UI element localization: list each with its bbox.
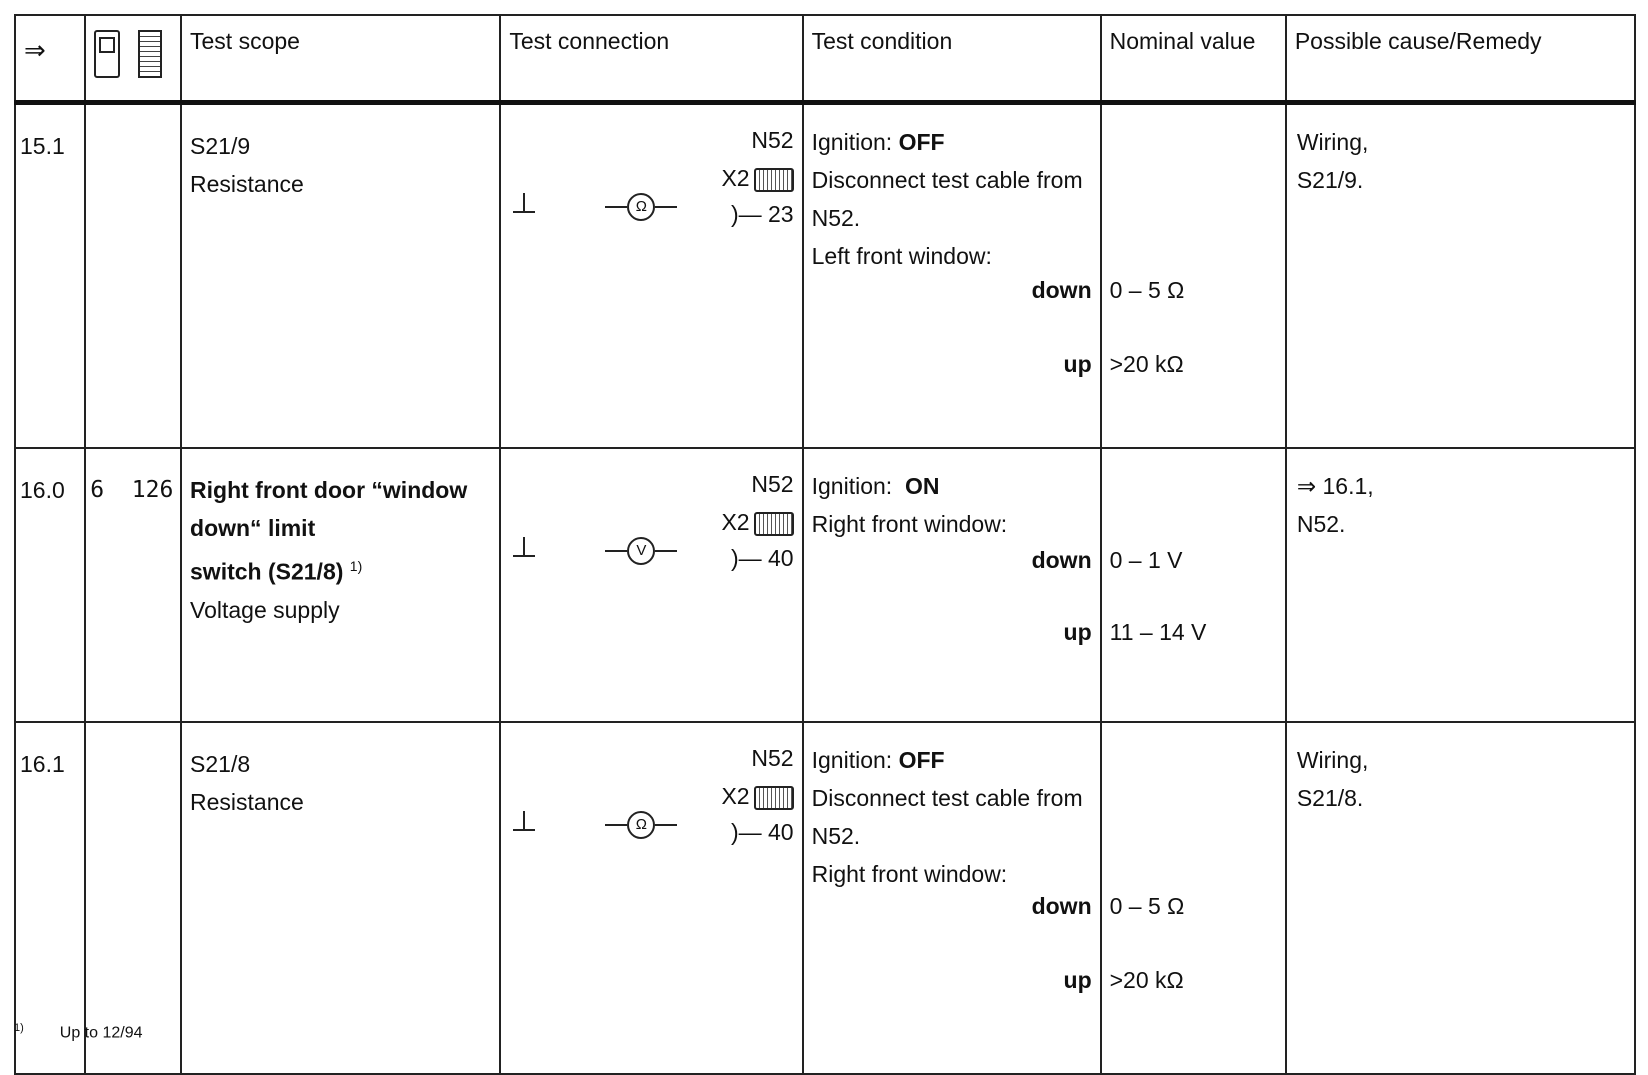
readout-device-icon bbox=[138, 30, 162, 78]
header-possible-cause: Possible cause/Remedy bbox=[1286, 15, 1635, 103]
possible-cause: Wiring, S21/8. bbox=[1286, 722, 1635, 1074]
footnote: $^{1)}$ Up to 12/94 bbox=[14, 1022, 143, 1042]
step-number: 15.1 bbox=[15, 103, 85, 449]
test-table bbox=[14, 14, 1636, 1075]
header-nominal-value: Nominal value bbox=[1101, 15, 1286, 103]
fault-codes bbox=[85, 103, 181, 449]
header-row bbox=[15, 15, 1635, 103]
header-test-connection: Test connection bbox=[500, 15, 802, 103]
ground-icon bbox=[513, 541, 535, 557]
test-table-sheet bbox=[14, 14, 1636, 1018]
ohmmeter-icon: Ω bbox=[605, 193, 677, 221]
nominal-value: 0 – 5 Ω >20 kΩ bbox=[1101, 722, 1286, 1074]
table-row bbox=[15, 103, 1635, 449]
step-number: 16.0 bbox=[15, 448, 85, 722]
test-scope: S21/9 Resistance bbox=[181, 103, 500, 449]
header-test-condition: Test condition bbox=[803, 15, 1101, 103]
voltmeter-icon: V bbox=[605, 537, 677, 565]
test-scope: S21/8 Resistance bbox=[181, 722, 500, 1074]
ground-icon bbox=[513, 815, 535, 831]
ground-icon bbox=[513, 197, 535, 213]
connector-icon bbox=[754, 168, 794, 192]
test-condition: Ignition: OFF Disconnect test cable from N52. Right front window: down up bbox=[803, 722, 1101, 1074]
connector-icon bbox=[754, 786, 794, 810]
table-row bbox=[15, 448, 1635, 722]
ohmmeter-icon: Ω bbox=[605, 811, 677, 839]
connector-icon bbox=[754, 512, 794, 536]
test-connection: N52 X2 V )— 40 bbox=[500, 448, 802, 722]
fault-codes: 6 126 bbox=[85, 448, 181, 722]
possible-cause: ⇒ 16.1, N52. bbox=[1286, 448, 1635, 722]
header-device-icons bbox=[85, 15, 181, 103]
header-arrow: ⇒ bbox=[15, 15, 85, 103]
test-scope: Right front door “window down“ limit switch (S21/8) $^{1)}$ Voltage supply bbox=[181, 448, 500, 722]
test-connection: N52 X2 Ω )— 40 bbox=[500, 722, 802, 1074]
test-condition: Ignition: ON Right front window: down up bbox=[803, 448, 1101, 722]
possible-cause: Wiring, S21/9. bbox=[1286, 103, 1635, 449]
nominal-value: 0 – 5 Ω >20 kΩ bbox=[1101, 103, 1286, 449]
nominal-value: 0 – 1 V 11 – 14 V bbox=[1101, 448, 1286, 722]
table-row bbox=[15, 722, 1635, 1074]
test-connection: N52 X2 Ω )— 23 bbox=[500, 103, 802, 449]
step-number: 16.1 bbox=[15, 722, 85, 1074]
test-condition: Ignition: OFF Disconnect test cable from N52. Left front window: down up bbox=[803, 103, 1101, 449]
tester-device-icon bbox=[94, 30, 120, 78]
header-test-scope: Test scope bbox=[181, 15, 500, 103]
